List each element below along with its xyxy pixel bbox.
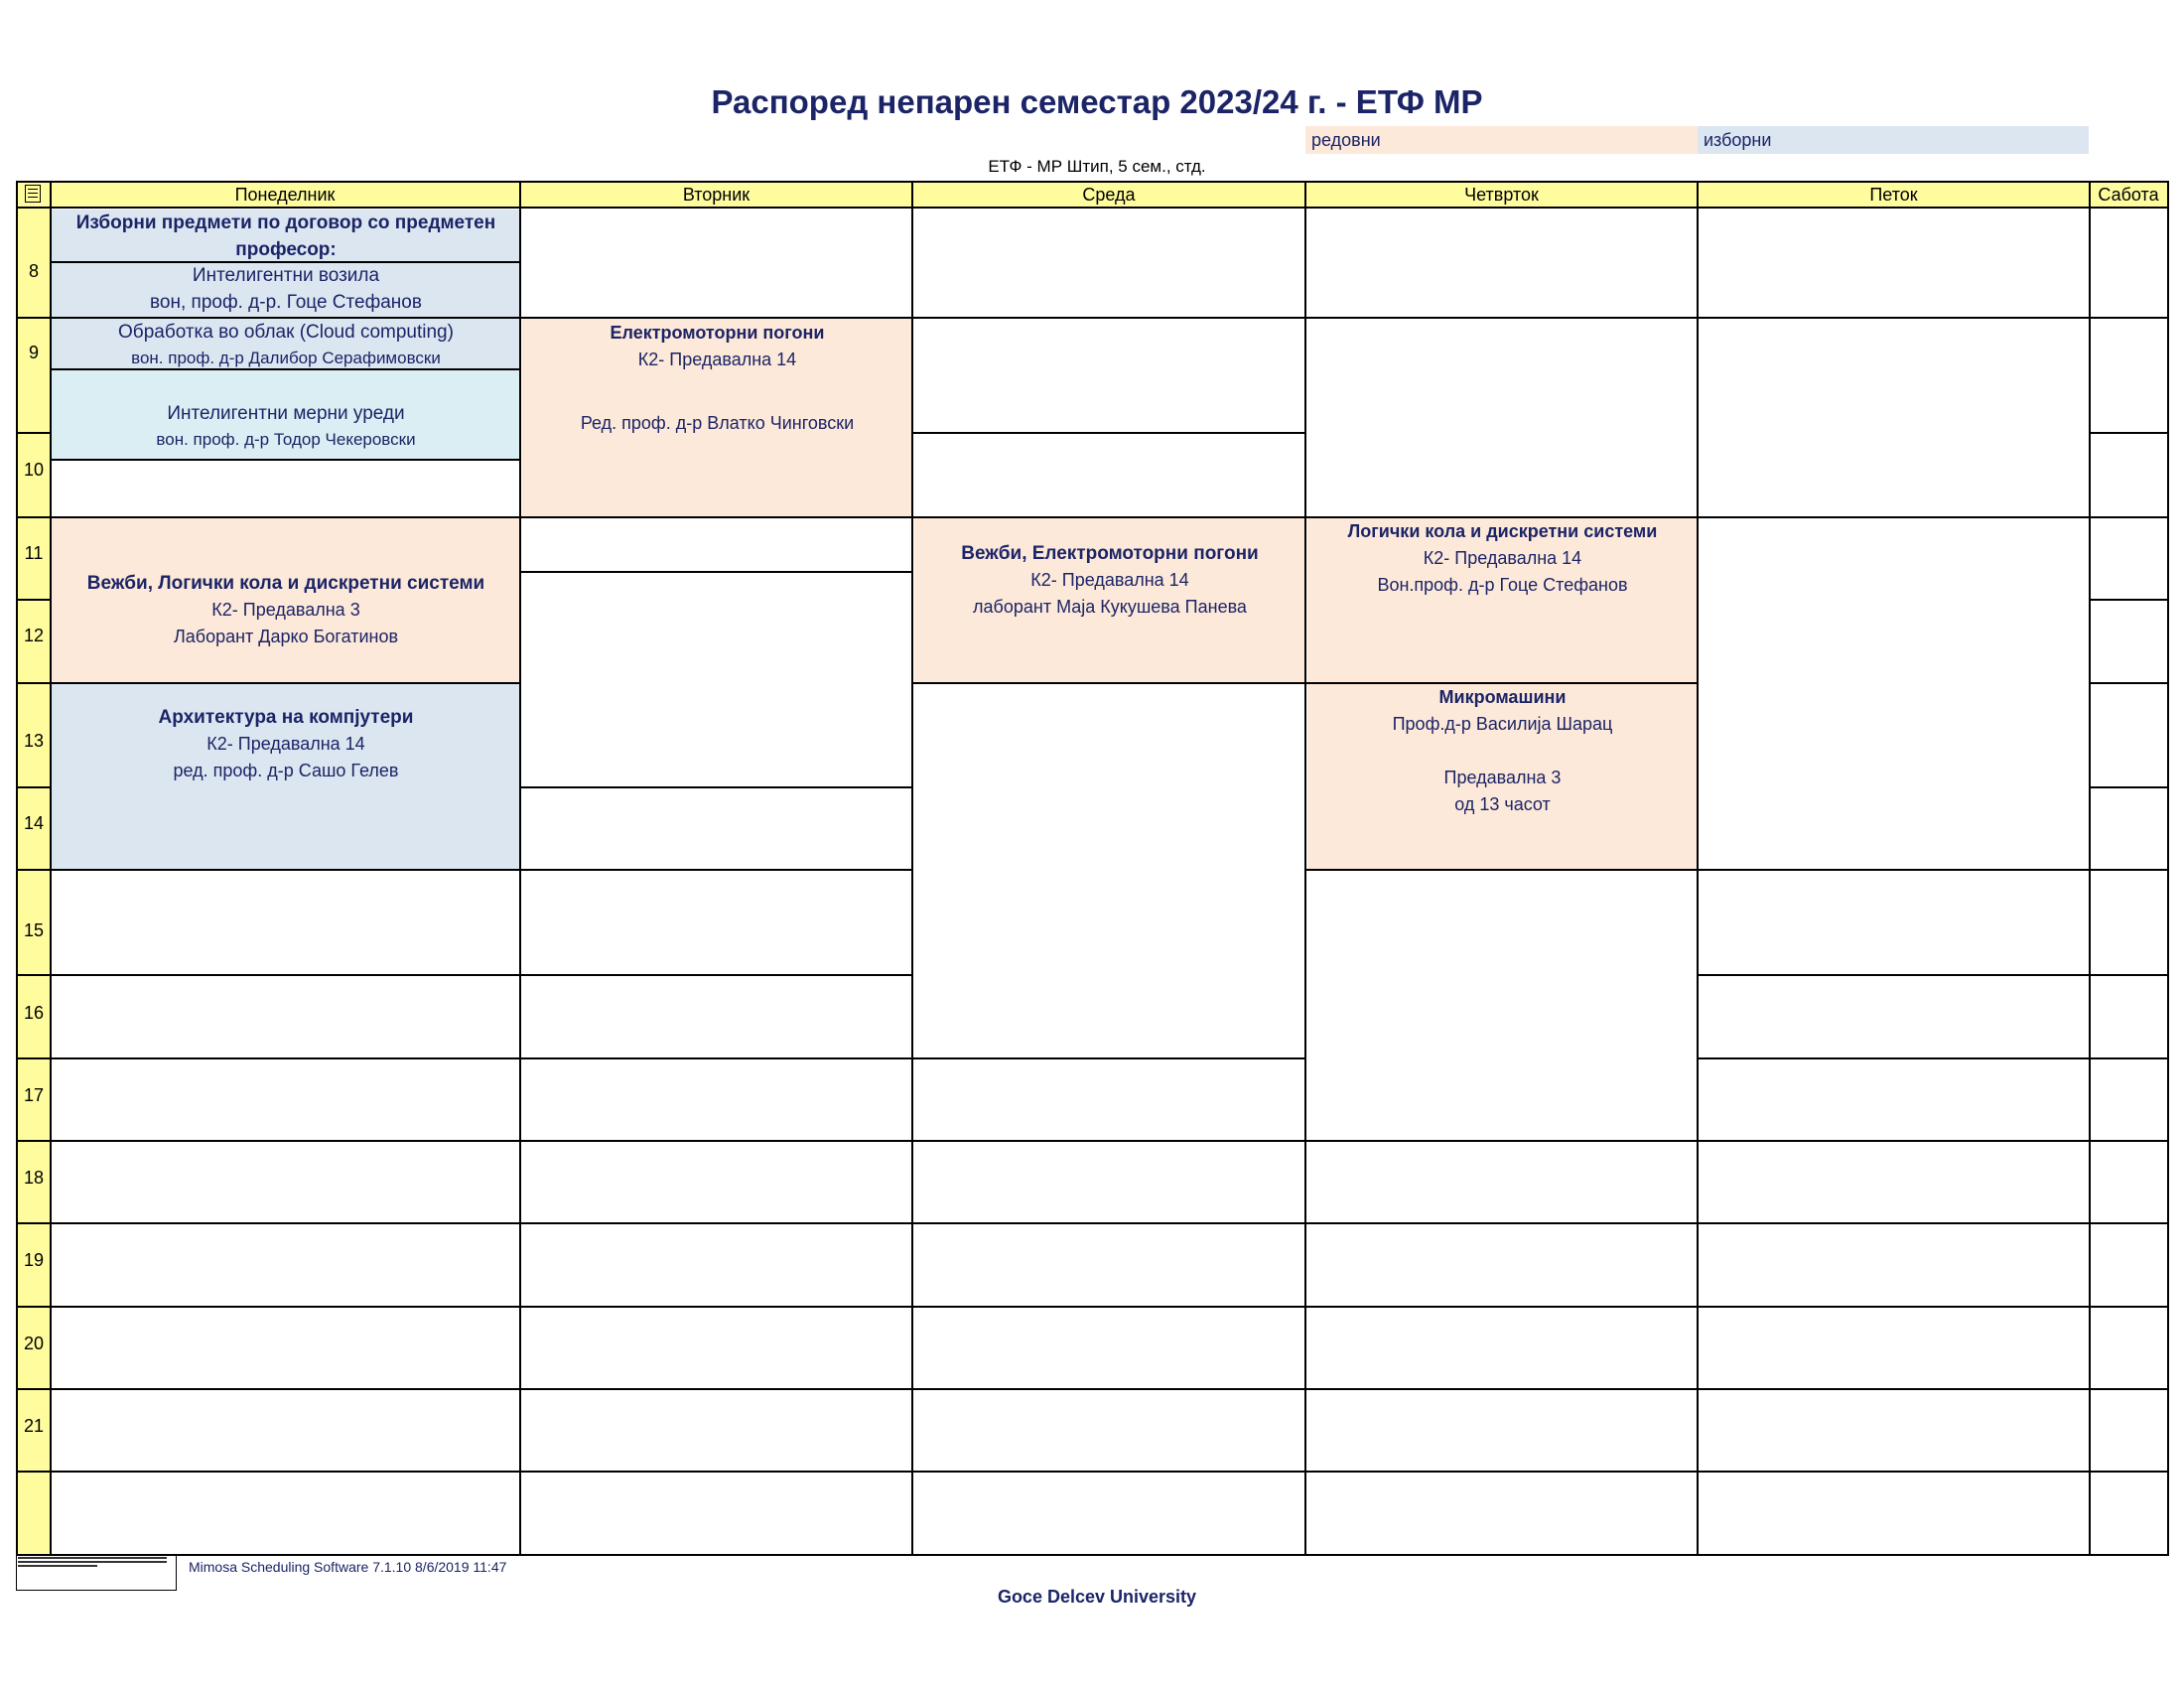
day-header-monday: Понеделник <box>50 182 520 208</box>
event-teacher: вон. проф. д-р Тодор Чекеровски <box>156 430 416 449</box>
event-teacher: Лаборант Дарко Богатинов <box>173 627 399 646</box>
hour-label: 14 <box>23 813 45 833</box>
event-room: К2- Предавална 3 <box>211 600 360 620</box>
event-teacher: лаборант Маја Кукушева Панева <box>973 597 1247 617</box>
day-header-friday: Петок <box>1698 182 2090 208</box>
hour-label: 21 <box>23 1416 45 1436</box>
hour-label: 16 <box>23 1003 45 1023</box>
day-header-tuesday: Вторник <box>520 182 912 208</box>
hour-label: 9 <box>28 343 39 362</box>
hour-label: 20 <box>23 1334 45 1353</box>
event-room: К2- Предавална 14 <box>637 350 797 369</box>
day-header-saturday: Сабота <box>2090 182 2167 208</box>
event-teacher: Ред. проф. д-р Влатко Чинговски <box>580 413 855 433</box>
event-title: Вежби, Логички кола и дискретни системи <box>86 573 485 594</box>
hour-label: 15 <box>23 920 45 940</box>
event-teacher: ред. проф. д-р Сашо Гелев <box>173 761 399 780</box>
event-teacher: вон. проф. д-р Далибор Серафимовски <box>131 349 441 367</box>
event-title: Микромашини <box>1438 687 1567 707</box>
page-title: Распоред непарен семестар 2023/24 г. - ЕТФ МР <box>711 83 1483 120</box>
event-room: К2- Предавална 14 <box>1423 548 1582 568</box>
event-title: Архитектура на компјутери <box>158 707 414 728</box>
hour-label: 10 <box>23 460 45 480</box>
event-room: Предавална 3 <box>1443 768 1562 787</box>
event-title: Електромоторни погони <box>610 323 825 343</box>
footer-university: Goce Delcev University <box>997 1587 1197 1607</box>
event-teacher: вон, проф. д-р. Гоце Стефанов <box>150 292 422 313</box>
legend-regular: редовни <box>1305 126 1698 154</box>
event-teacher: Проф.д-р Василија Шарац <box>1392 714 1613 734</box>
day-header-wednesday: Среда <box>912 182 1305 208</box>
event-title: Вежби, Електромоторни погони <box>961 543 1259 564</box>
event-room: К2- Предавална 14 <box>206 734 365 754</box>
hour-label: 19 <box>23 1250 45 1270</box>
event-title: Логички кола и дискретни системи <box>1347 521 1658 541</box>
day-header-thursday: Четврток <box>1305 182 1698 208</box>
event-title: Обработка во облак (Cloud computing) <box>118 322 454 343</box>
schedule-subtitle: ЕТФ - МР Штип, 5 сем., стд. <box>988 157 1206 176</box>
event-teacher: Вон.проф. д-р Гоце Стефанов <box>1377 575 1628 595</box>
event-title: Изборни предмети по договор со предметен професор: <box>75 212 496 260</box>
hour-label: 11 <box>24 543 44 563</box>
event-title: Интелигентни мерни уреди <box>167 403 405 424</box>
hour-label: 13 <box>23 731 45 751</box>
legend-elective: изборни <box>1698 126 2089 154</box>
hour-label: 12 <box>23 626 45 645</box>
event-room: К2- Предавална 14 <box>1030 570 1189 590</box>
event-title: Интелигентни возила <box>192 265 380 286</box>
event-note: од 13 часот <box>1454 794 1551 814</box>
footer-fine-print <box>18 1557 167 1569</box>
hour-label: 18 <box>23 1168 45 1188</box>
hour-label: 8 <box>28 261 39 281</box>
hour-label: 17 <box>23 1085 45 1105</box>
footer-software-credit: Mimosa Scheduling Software 7.1.10 8/6/2019 11:47 <box>189 1559 507 1575</box>
